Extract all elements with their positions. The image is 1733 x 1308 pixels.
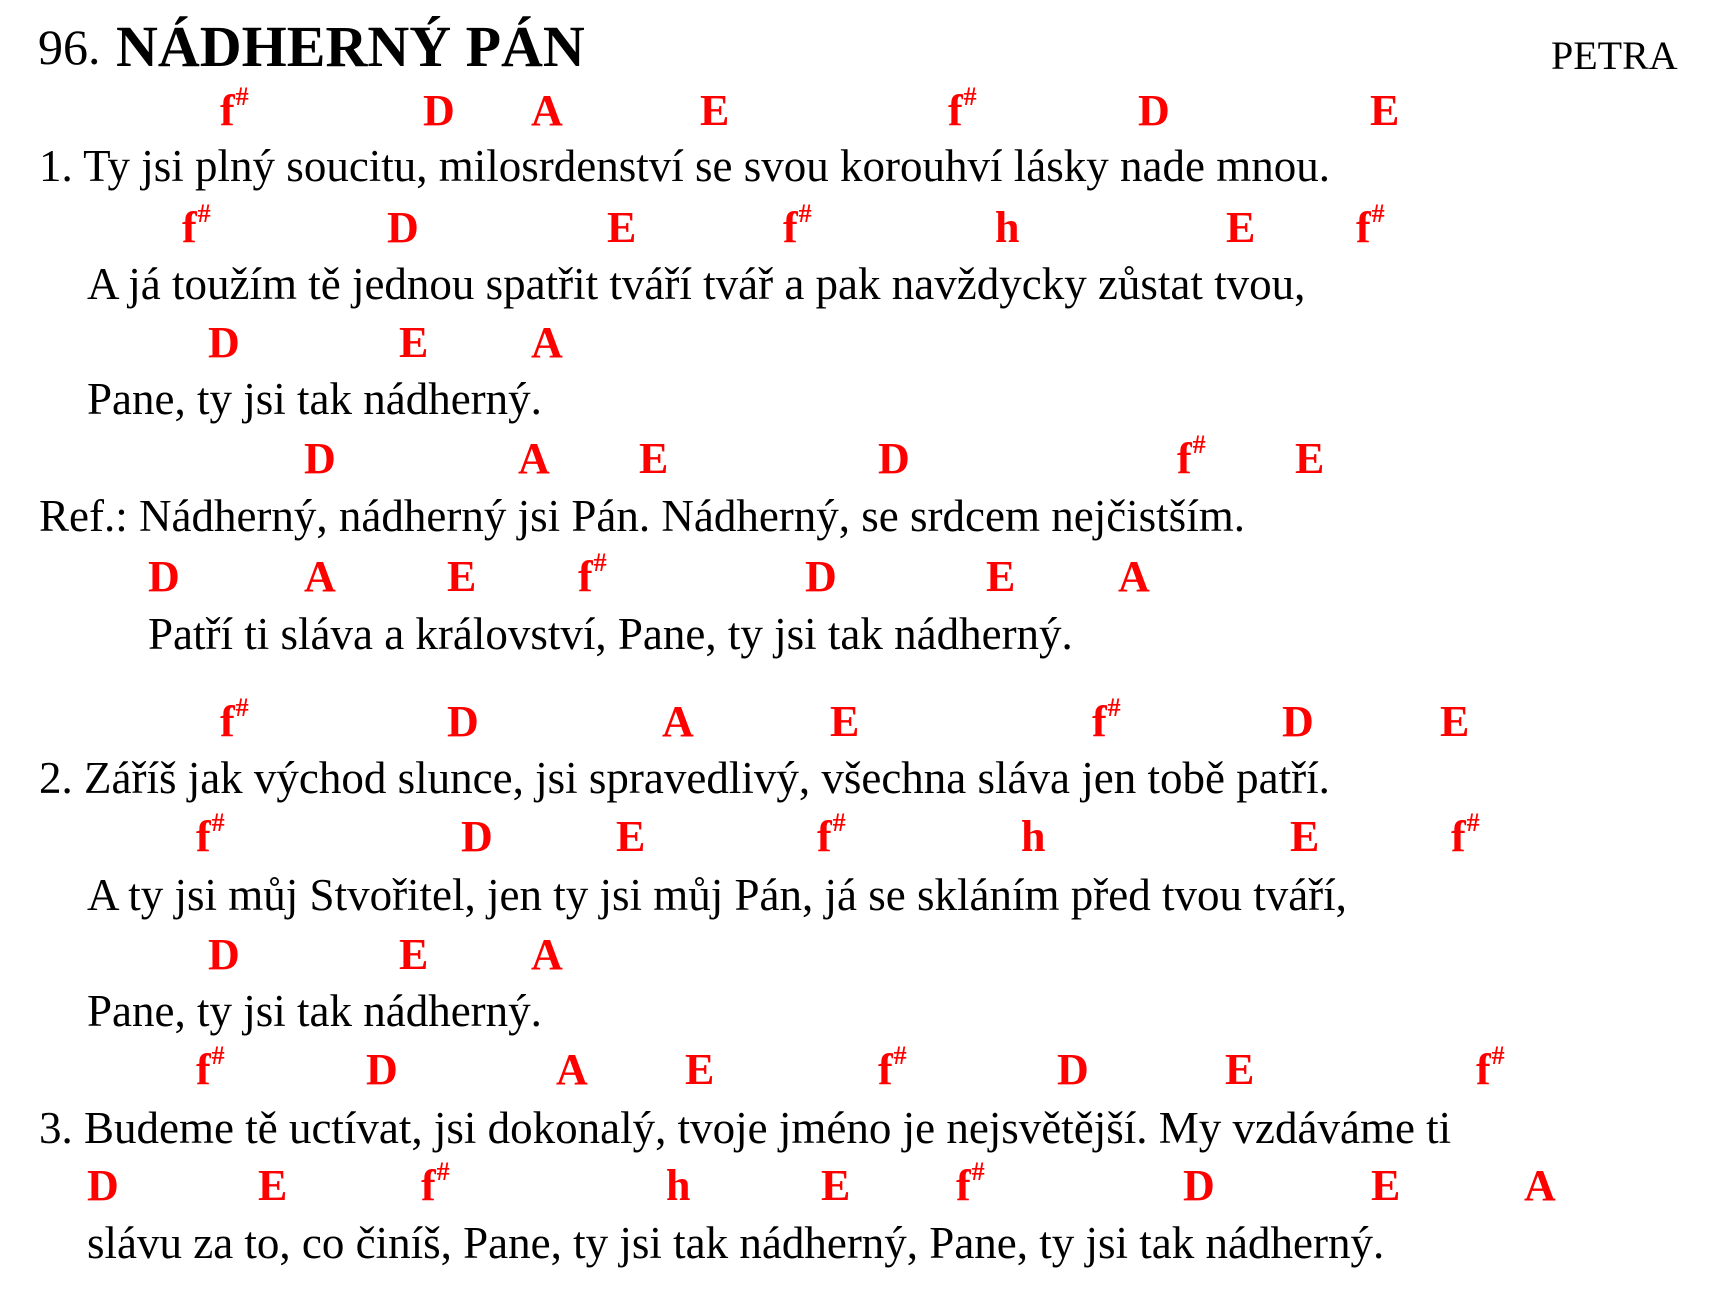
chord: f# [1092, 693, 1121, 746]
chord: f# [956, 1157, 985, 1210]
lyric-line: Ref.: Nádherný, nádherný jsi Pán. Nádherný, se srdcem nejčistším. [39, 491, 1245, 541]
chord: D [87, 1161, 119, 1210]
chord: E [399, 930, 429, 979]
chord: D [447, 697, 479, 746]
chord: f# [948, 82, 977, 135]
chord: D [148, 552, 180, 601]
lyric-line: A já toužím tě jednou spatřit tváří tvář a pak navždycky zůstat tvou, [87, 259, 1306, 309]
chord: D [805, 552, 837, 601]
chord: f# [220, 82, 249, 135]
chord: D [1183, 1161, 1215, 1210]
chord: f# [182, 199, 211, 252]
chord: A [518, 434, 550, 483]
chord: E [700, 86, 730, 135]
chord: f# [878, 1041, 907, 1094]
lyric-line: slávu za to, co činíš, Pane, ty jsi tak nádherný, Pane, ty jsi tak nádherný. [87, 1218, 1385, 1268]
chord: f# [196, 808, 225, 861]
chord: E [1295, 434, 1325, 483]
chord: f# [578, 548, 607, 601]
chord: D [1282, 697, 1314, 746]
chord: h [1021, 812, 1046, 861]
chord: D [423, 86, 455, 135]
chord: E [821, 1161, 851, 1210]
chord: h [666, 1161, 691, 1210]
chord: D [1057, 1045, 1089, 1094]
chord: A [556, 1045, 588, 1094]
lyric-line: 3. Budeme tě uctívat, jsi dokonalý, tvoje jméno je nejsvětější. My vzdáváme ti [39, 1103, 1452, 1153]
chord: A [531, 318, 563, 367]
lyric-line: 2. Záříš jak východ slunce, jsi spravedlivý, všechna sláva jen tobě patří. [39, 753, 1330, 803]
song-author: PETRA [1551, 33, 1678, 78]
chord: A [304, 552, 336, 601]
chord: D [304, 434, 336, 483]
chord: f# [783, 199, 812, 252]
chord: D [1138, 86, 1170, 135]
chord: E [1225, 1045, 1255, 1094]
chord: f# [1356, 199, 1385, 252]
chord: E [616, 812, 646, 861]
lyric-line: Pane, ty jsi tak nádherný. [87, 986, 542, 1036]
chord: f# [1177, 430, 1206, 483]
lyric-line: A ty jsi můj Stvořitel, jen ty jsi můj Pán, já se skláním před tvou tváří, [87, 870, 1347, 920]
chord: E [1370, 86, 1400, 135]
chord: E [830, 697, 860, 746]
chord: f# [196, 1041, 225, 1094]
chord: E [685, 1045, 715, 1094]
chord: A [531, 930, 563, 979]
chord: E [1290, 812, 1320, 861]
chord: E [1226, 203, 1256, 252]
chord: E [399, 318, 429, 367]
chord: E [1371, 1161, 1401, 1210]
lyric-line: 1. Ty jsi plný soucitu, milosrdenství se svou korouhví lásky nade mnou. [39, 141, 1330, 191]
chord: f# [220, 693, 249, 746]
chord: D [387, 203, 419, 252]
chord: A [662, 697, 694, 746]
chord: A [1524, 1161, 1556, 1210]
chord: D [878, 434, 910, 483]
lyric-line: Pane, ty jsi tak nádherný. [87, 374, 542, 424]
chord: h [995, 203, 1020, 252]
chord: D [208, 930, 240, 979]
chord: E [639, 434, 669, 483]
chord: E [447, 552, 477, 601]
chord: E [607, 203, 637, 252]
chord: A [531, 86, 563, 135]
chord: f# [1476, 1041, 1505, 1094]
chord: f# [421, 1157, 450, 1210]
chord: A [1118, 552, 1150, 601]
chord: D [208, 318, 240, 367]
song-title: NÁDHERNÝ PÁN [116, 14, 585, 79]
chord: f# [1451, 808, 1480, 861]
chord: E [986, 552, 1016, 601]
song-number: 96. [38, 19, 101, 75]
chord: E [258, 1161, 288, 1210]
chord: E [1440, 697, 1470, 746]
chord: D [366, 1045, 398, 1094]
chord: f# [817, 808, 846, 861]
chord: D [461, 812, 493, 861]
lyric-line: Patří ti sláva a království, Pane, ty jsi tak nádherný. [148, 609, 1073, 659]
